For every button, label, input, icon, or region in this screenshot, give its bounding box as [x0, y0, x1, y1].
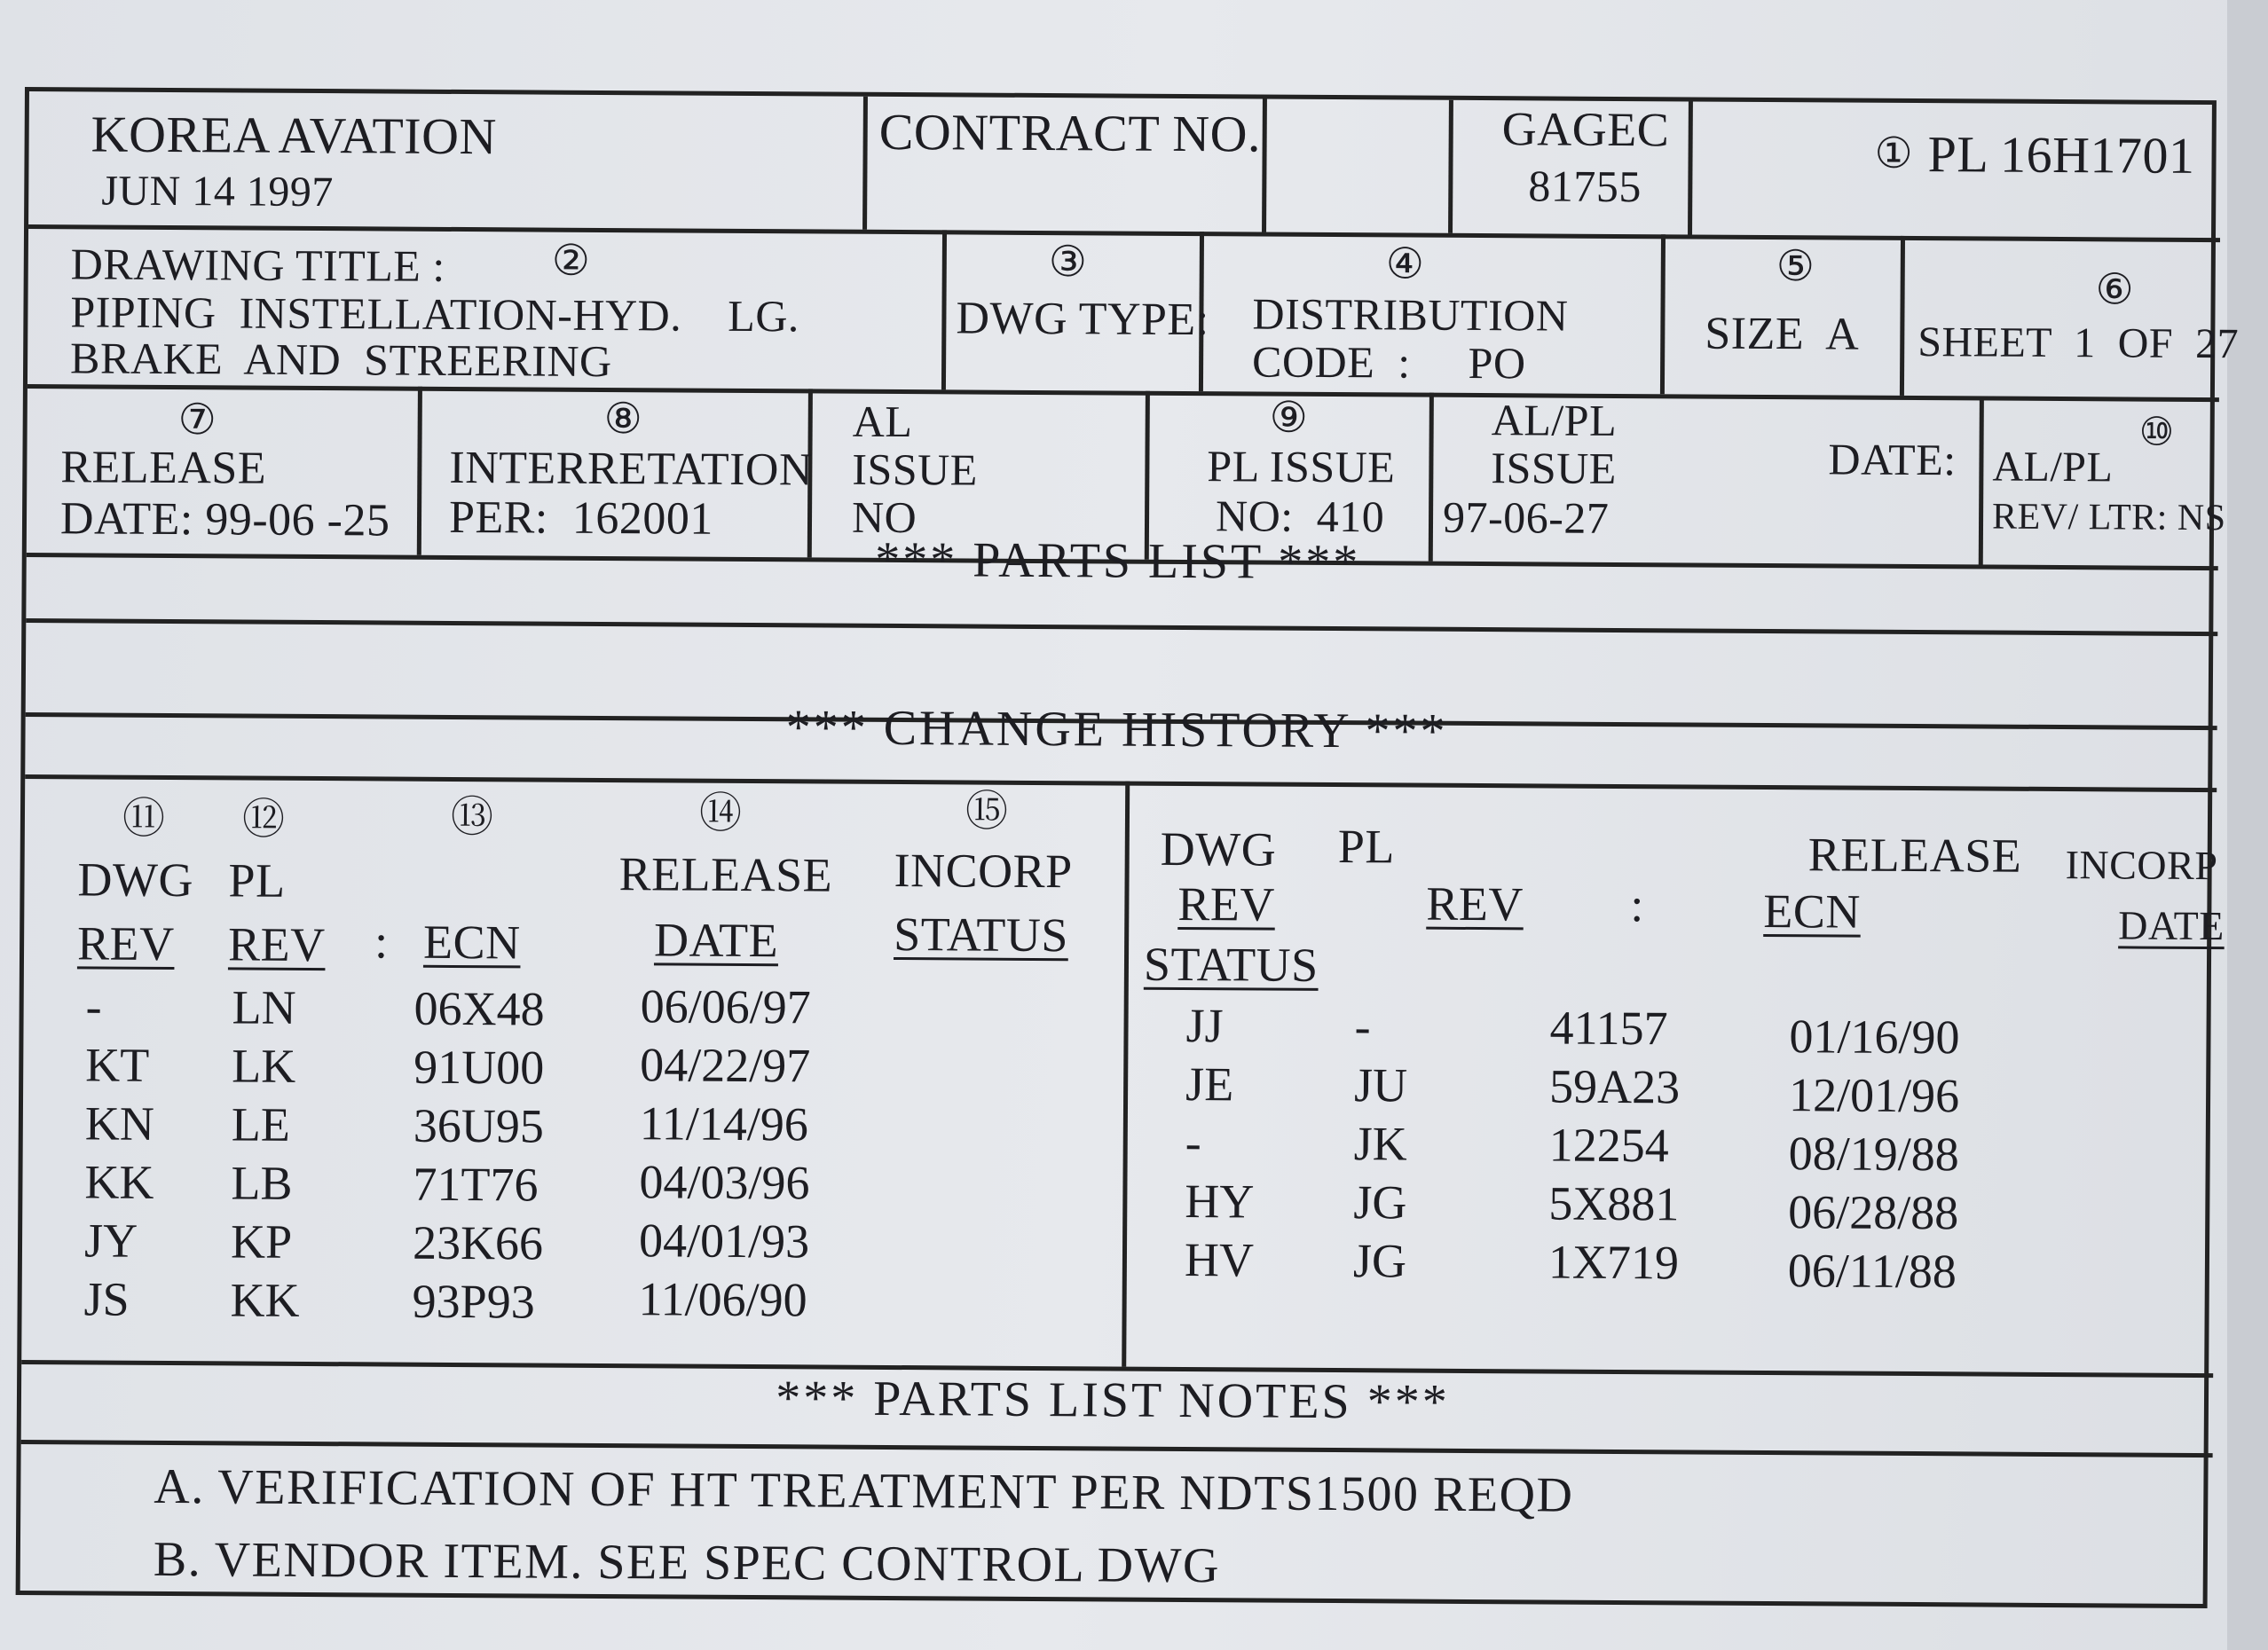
history-cell-dwg-rev: - — [85, 979, 102, 1033]
right-h-dwg-rev: REV — [1177, 876, 1276, 931]
history-cell-dwg-rev: KT — [85, 1038, 150, 1092]
history-cell-ecn: 12254 — [1548, 1118, 1669, 1173]
right-h-pl-rev: REV — [1426, 876, 1524, 931]
parts-list-form — [16, 87, 2240, 1608]
right-h-status: STATUS — [1143, 937, 1319, 992]
history-center-divider — [1122, 782, 1130, 1367]
pl-number: PL 16H1701 — [1927, 125, 2195, 185]
left-h-dwg-rev: REV — [76, 916, 175, 971]
history-cell-pl-rev: LN — [232, 980, 296, 1034]
history-cell-dwg-rev: JJ — [1185, 999, 1224, 1053]
history-cell-release-date: 08/19/88 — [1788, 1127, 1959, 1182]
history-cell-dwg-rev: - — [1185, 1116, 1201, 1170]
col-divider — [941, 230, 947, 389]
alpl-rev-line2: REV/ LTR: NS — [1991, 496, 2226, 539]
marker-1: ① — [1874, 130, 1914, 178]
history-cell-pl-rev: JU — [1353, 1058, 1408, 1112]
left-h-pl-rev: REV — [227, 917, 326, 972]
note-b: B. VENDOR ITEM. SEE SPEC CONTROL DWG — [153, 1531, 1221, 1594]
right-ecn-column — [1548, 999, 1681, 1292]
company-name: KOREA AVATION — [91, 105, 498, 166]
history-cell-ecn: 06X48 — [413, 981, 545, 1036]
dwg-type-label: DWG TYPE: — [956, 293, 1209, 346]
history-cell-release-date: 04/01/93 — [638, 1214, 810, 1269]
sheet-value: SHEET 1 OF 27 — [1918, 318, 2240, 368]
marker-3: ③ — [1048, 239, 1088, 287]
history-cell-pl-rev: KP — [230, 1214, 293, 1269]
left-h-status: STATUS — [894, 907, 1069, 962]
history-cell-release-date: 11/14/96 — [639, 1096, 809, 1151]
history-cell-ecn: 23K66 — [412, 1215, 544, 1270]
history-cell-release-date: 06/11/88 — [1787, 1244, 1957, 1299]
right-h-date: DATE — [2118, 902, 2225, 949]
gagec-value: 81755 — [1528, 161, 1642, 212]
history-cell-pl-rev: - — [1354, 1000, 1371, 1054]
interpretation-label: INTERRETATION — [449, 442, 814, 496]
contract-no-label: CONTRACT NO. — [878, 102, 1262, 163]
history-cell-pl-rev: JG — [1352, 1234, 1407, 1288]
history-cell-release-date: 04/03/96 — [639, 1155, 810, 1210]
right-h-colon: : — [1630, 878, 1645, 932]
col-divider — [1900, 236, 1905, 396]
marker-15: ⑮ — [965, 788, 1009, 836]
marker-10: ⑩ — [2138, 410, 2175, 454]
marker-12: ⑫ — [241, 796, 286, 844]
release-date: DATE: 99-06 -25 — [59, 493, 390, 546]
marker-9: ⑨ — [1269, 394, 1309, 442]
alpl-issue-date: 97-06-27 — [1442, 491, 1610, 543]
alpl-rev-line1: AL/PL — [1992, 443, 2114, 491]
alpl-issue-line2: ISSUE — [1491, 443, 1617, 493]
history-cell-pl-rev: LK — [232, 1039, 296, 1093]
row-divider — [26, 618, 2217, 636]
marker-2: ② — [551, 237, 591, 285]
marker-11: ⑪ — [122, 795, 166, 843]
marker-4: ④ — [1385, 240, 1425, 288]
col-divider — [862, 97, 868, 230]
history-cell-release-date: 12/01/96 — [1788, 1068, 1960, 1123]
history-cell-release-date: 04/22/97 — [640, 1038, 811, 1093]
left-h-colon: : — [374, 915, 389, 969]
interpretation-per: PER: 162001 — [448, 491, 714, 545]
history-cell-ecn: 1X719 — [1547, 1235, 1680, 1290]
drawing-title-label: DRAWING TITLE : — [70, 239, 445, 291]
history-cell-ecn: 93P93 — [412, 1274, 535, 1329]
history-cell-pl-rev: KK — [230, 1273, 300, 1327]
marker-6: ⑥ — [2095, 266, 2135, 314]
marker-5: ⑤ — [1776, 243, 1815, 291]
col-divider — [1660, 234, 1666, 394]
history-cell-release-date: 06/28/88 — [1788, 1185, 1959, 1240]
history-cell-ecn: 41157 — [1549, 1001, 1668, 1056]
date-label: DATE: — [1828, 434, 1957, 485]
left-pl-rev-column — [230, 978, 301, 1329]
right-h-pl: PL — [1337, 820, 1396, 874]
history-cell-dwg-rev: JS — [83, 1272, 130, 1326]
col-divider — [1262, 99, 1267, 232]
marker-13: ⑬ — [450, 793, 494, 842]
right-h-incorp: INCORP — [2065, 842, 2218, 889]
history-cell-dwg-rev: KN — [84, 1096, 155, 1151]
history-cell-ecn: 59A23 — [1548, 1059, 1681, 1114]
right-pl-rev-column — [1353, 997, 1408, 1290]
right-h-release: RELEASE — [1807, 828, 2022, 883]
row-divider — [28, 384, 2219, 402]
left-dwg-rev-column — [83, 977, 154, 1328]
history-cell-pl-rev: LE — [231, 1097, 291, 1151]
history-cell-dwg-rev: JE — [1185, 1057, 1234, 1112]
drawing-title-line1: PIPING INSTELLATION-HYD. LG. — [70, 287, 800, 342]
pl-issue-line2: NO: 410 — [1215, 491, 1385, 542]
marker-7: ⑦ — [177, 397, 217, 444]
history-cell-pl-rev: JG — [1353, 1175, 1407, 1230]
history-cell-dwg-rev: JY — [83, 1214, 138, 1268]
note-a: A. VERIFICATION OF HT TREATMENT PER NDTS1500 REQD — [154, 1458, 1574, 1523]
parts-list-notes-banner: *** PARTS LIST NOTES *** — [776, 1371, 1450, 1430]
right-dwg-rev-column — [1185, 996, 1256, 1289]
right-release-date-column — [1788, 1007, 1960, 1300]
drawing-title-line2: BRAKE AND STREERING — [69, 333, 612, 387]
left-h-date: DATE — [653, 913, 779, 968]
distribution-label: DISTRIBUTION — [1252, 288, 1569, 341]
col-divider — [1688, 101, 1693, 234]
marker-8: ⑧ — [603, 395, 643, 444]
left-h-release: RELEASE — [618, 847, 833, 902]
pl-issue-line1: PL ISSUE — [1207, 441, 1396, 492]
history-cell-release-date: 01/16/90 — [1789, 1010, 1960, 1065]
history-cell-release-date: 06/06/97 — [640, 979, 811, 1034]
history-cell-dwg-rev: HY — [1185, 1175, 1255, 1229]
marker-14: ⑭ — [698, 790, 743, 837]
al-issue-line2: ISSUE — [852, 444, 978, 495]
left-h-incorp: INCORP — [894, 844, 1073, 899]
row-divider — [21, 1440, 2213, 1458]
left-ecn-column — [412, 979, 544, 1332]
row-divider — [25, 774, 2217, 792]
history-cell-dwg-rev: HV — [1184, 1233, 1255, 1287]
history-cell-ecn: 91U00 — [413, 1040, 545, 1095]
gagec-label: GAGEC — [1501, 102, 1670, 157]
parts-list-banner: *** PARTS LIST *** — [875, 531, 1361, 591]
company-date: JUN 14 1997 — [101, 167, 334, 216]
history-cell-ecn: 71T76 — [413, 1157, 539, 1212]
release-label: RELEASE — [60, 442, 267, 494]
left-h-pl: PL — [228, 853, 286, 908]
left-h-dwg: DWG — [77, 852, 194, 908]
col-divider — [1448, 100, 1453, 233]
history-cell-pl-rev: JK — [1353, 1117, 1407, 1171]
history-cell-dwg-rev: KK — [84, 1155, 154, 1209]
right-h-ecn: ECN — [1763, 884, 1862, 939]
al-issue-line3: NO — [851, 491, 917, 543]
distribution-code: CODE : PO — [1251, 336, 1526, 389]
alpl-issue-line1: AL/PL — [1491, 395, 1618, 445]
history-cell-release-date: 11/06/90 — [638, 1272, 807, 1327]
al-issue-line1: AL — [852, 396, 913, 447]
left-release-date-column — [638, 977, 810, 1329]
right-h-dwg: DWG — [1160, 821, 1277, 876]
history-cell-ecn: 5X881 — [1548, 1176, 1680, 1231]
left-h-ecn: ECN — [422, 915, 521, 970]
history-cell-pl-rev: LB — [231, 1156, 293, 1210]
size-value: SIZE A — [1705, 308, 1860, 360]
history-cell-ecn: 36U95 — [413, 1098, 545, 1153]
change-history-banner: *** CHANGE HISTORY *** — [785, 700, 1448, 759]
